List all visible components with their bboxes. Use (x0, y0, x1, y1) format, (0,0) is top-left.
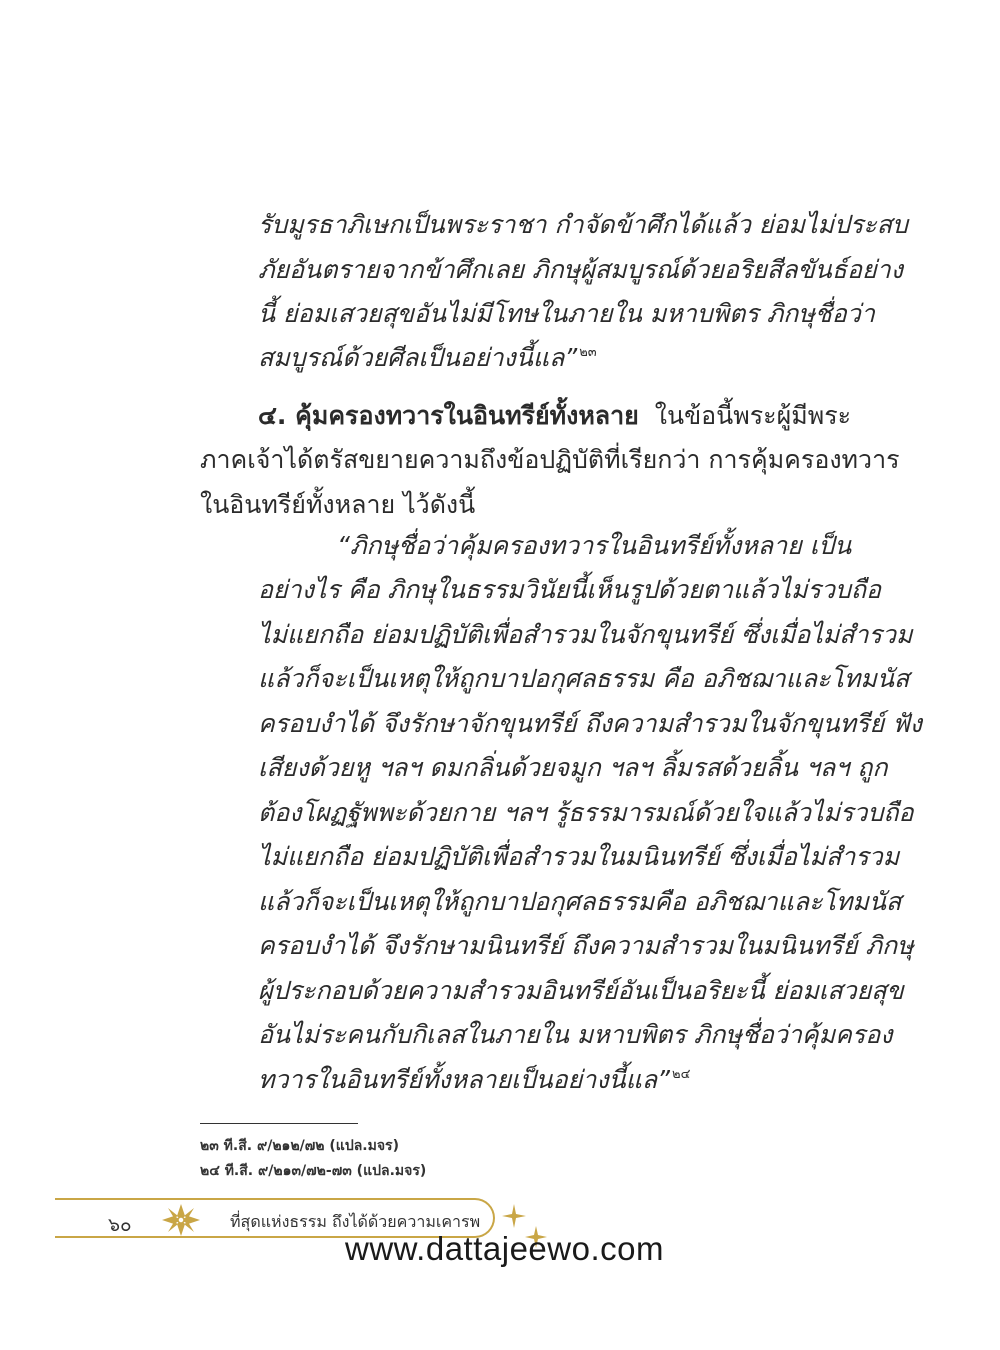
quote-2-line: ไม่แยกถือ ย่อมปฏิบัติเพื่อสำรวมในมนินทรีย์ ซึ่งเมื่อไม่สำรวม (258, 842, 900, 871)
footnote-23: ๒๓ ที.สี. ๙/๒๑๒/๗๒ (แปล.มจร) (200, 1138, 399, 1154)
section-4-line: ภาคเจ้าได้ตรัสขยายความถึงข้อปฏิบัติที่เรียกว่า การคุ้มครองทวาร (200, 445, 900, 474)
quote-1-line: รับมูรธาภิเษกเป็นพระราชา กำจัดข้าศึกได้แล้ว ย่อมไม่ประสบ (258, 210, 908, 239)
quote-2-line: ผู้ประกอบด้วยความสำรวมอินทรีย์อันเป็นอริยะนี้ ย่อมเสวยสุข (258, 976, 904, 1005)
quote-2-last-text: ทวารในอินทรีย์ทั้งหลายเป็นอย่างนี้แล” (258, 1065, 670, 1094)
book-title: ที่สุดแห่งธรรม ถึงได้ด้วยความเคารพ (230, 1212, 481, 1231)
quote-1-last-text: สมบูรณ์ด้วยศีลเป็นอย่างนี้แล” (258, 343, 578, 372)
section-4-heading: ๔. คุ้มครองทวารในอินทรีย์ทั้งหลาย (258, 401, 639, 430)
quote-2-line: อย่างไร คือ ภิกษุในธรรมวินัยนี้เห็นรูปด้วยตาแล้วไม่รวบถือ (258, 575, 882, 604)
floral-ornament-icon (156, 1200, 206, 1240)
section-4-line (258, 403, 851, 428)
footnote-ref: ๒๔ (672, 1067, 691, 1082)
quote-2-line: แล้วก็จะเป็นเหตุให้ถูกบาปอกุศลธรรมคือ อภิชฌาและโทมนัส (258, 887, 902, 916)
section-4-text: ในข้อนี้พระผู้มีพระ (654, 401, 852, 430)
footnote-divider (200, 1123, 358, 1124)
quote-2-line: แล้วก็จะเป็นเหตุให้ถูกบาปอกุศลธรรม คือ อภิชฌาและโทมนัส (258, 664, 910, 693)
quote-2-line: “ภิกษุชื่อว่าคุ้มครองทวารในอินทรีย์ทั้งหลาย เป็น (337, 531, 852, 560)
quote-2-line: เสียงด้วยหู ฯลฯ ดมกลิ่นด้วยจมูก ฯลฯ ลิ้มรสด้วยลิ้น ฯลฯ ถูก (258, 753, 888, 782)
quote-2-line (258, 1067, 690, 1092)
quote-2-line: ต้องโผฏฐัพพะด้วยกาย ฯลฯ รู้ธรรมารมณ์ด้วยใจแล้วไม่รวบถือ (258, 798, 914, 827)
section-4-line: ในอินทรีย์ทั้งหลาย ไว้ดังนี้ (200, 490, 476, 519)
quote-2-line: ไม่แยกถือ ย่อมปฏิบัติเพื่อสำรวมในจักขุนทรีย์ ซึ่งเมื่อไม่สำรวม (258, 620, 913, 649)
quote-2-line: อันไม่ระคนกับกิเลสในภายใน มหาบพิตร ภิกษุชื่อว่าคุ้มครอง (258, 1020, 893, 1049)
quote-1-line (258, 345, 597, 370)
page-number: ๖๐ (108, 1214, 132, 1236)
footnote-24: ๒๔ ที.สี. ๙/๒๑๓/๗๒-๗๓ (แปล.มจร) (200, 1163, 427, 1179)
quote-2-line: ครอบงำได้ จึงรักษามนินทรีย์ ถึงความสำรวมในมนินทรีย์ ภิกษุ (258, 931, 914, 960)
footnote-ref: ๒๓ (579, 345, 597, 360)
quote-2-line: ครอบงำได้ จึงรักษาจักขุนทรีย์ ถึงความสำรวมในจักขุนทรีย์ ฟัง (258, 709, 922, 738)
website-watermark[interactable]: www.dattajeewo.com (345, 1230, 664, 1267)
quote-1-line: นี้ ย่อมเสวยสุขอันไม่มีโทษในภายใน มหาบพิตร ภิกษุชื่อว่า (258, 299, 875, 328)
quote-1-line: ภัยอันตรายจากข้าศึกเลย ภิกษุผู้สมบูรณ์ด้วยอริยสีลขันธ์อย่าง (258, 255, 903, 284)
